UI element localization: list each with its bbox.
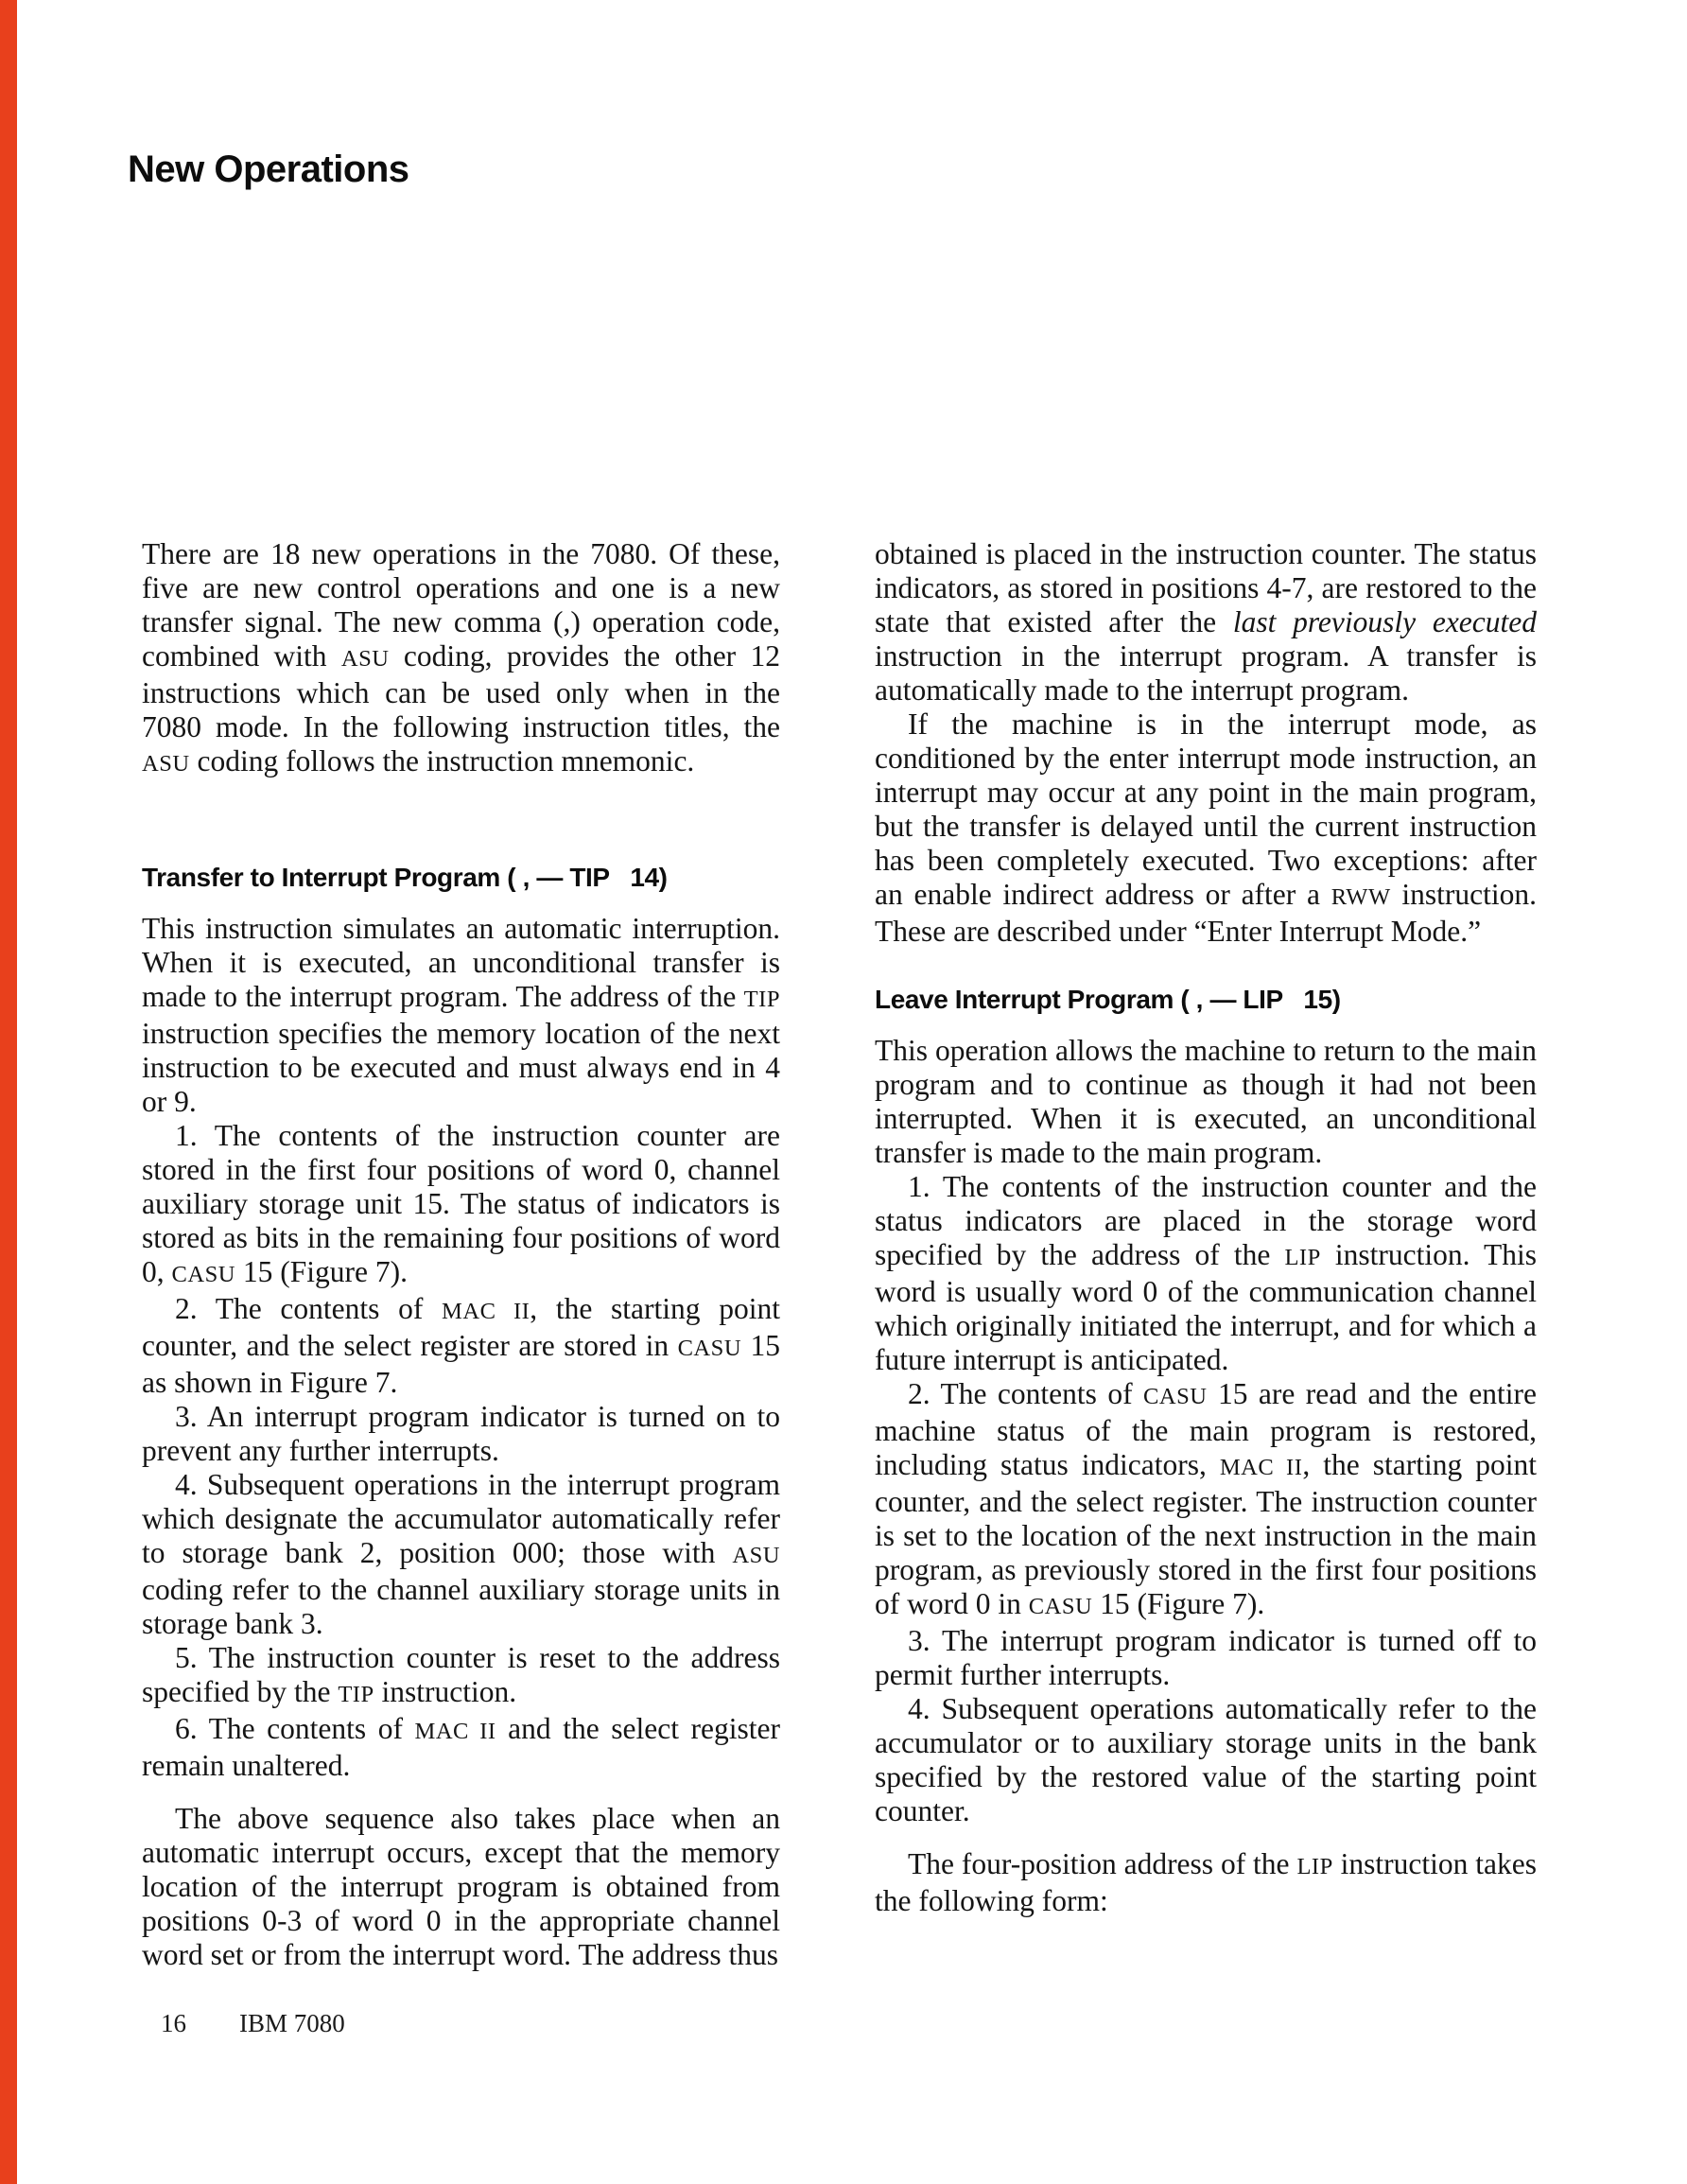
list-item: 2. The contents of MAC II, the starting point counter, and the select register are stored in CASU 15 as shown in Figure 7. — [142, 1292, 780, 1399]
paragraph-interrupt-mode: If the machine is in the interrupt mode, as conditioned by the enter interrupt mode instruction, an interrupt may occur at any point in the main program, but the transfer is delayed until the current instruction has been completely executed. Two exceptions: after an enable indirect address or after a RWW instruction. These are described under “Enter Interrupt Mode.” — [875, 708, 1537, 948]
left-column — [142, 537, 780, 1972]
section-heading-lip: Leave Interrupt Program ( , — LIP 15) — [875, 985, 1341, 1014]
list-item: 3. An interrupt program indicator is turned on to prevent any further interrupts. — [142, 1400, 780, 1467]
paragraph-intro: There are 18 new operations in the 7080. Of these, five are new control operations and one is a new transfer signal. The new comma (,) operation code, combined with ASU coding, provides the other 12 instructions which can be used only when in the 7080 mode. In the following instruction titles, the ASU coding follows the instruction mnemonic. — [142, 537, 781, 778]
manual-title: IBM 7080 — [239, 2009, 345, 2037]
list-item: 3. The interrupt program indicator is turned off to permit further interrupts. — [875, 1624, 1537, 1691]
section-heading-tip: Transfer to Interrupt Program ( , — TIP 14) — [142, 863, 668, 892]
page-footer — [161, 2009, 345, 2037]
right-column — [875, 537, 1537, 1972]
list-item: 1. The contents of the instruction counter are stored in the first four positions of word 0, channel auxiliary storage unit 15. The status of indicators is stored as bits in the remaining four positions of word 0, CASU 15 (Figure 7). — [142, 1119, 780, 1288]
paragraph-lip-closing: The four-position address of the LIP instruction takes the following form: — [875, 1847, 1537, 1917]
paragraph-tip-closing: The above sequence also takes place when an automatic interrupt occurs, except that the memory location of the interrupt program is obtained from positions 0-3 of word 0 in the appropriate channel word set or from the interrupt word. The address thus — [142, 1802, 780, 1971]
list-item: 5. The instruction counter is reset to the address specified by the TIP instruction. — [142, 1641, 780, 1708]
list-item: 4. Subsequent operations in the interrupt program which designate the accumulator automatically refer to storage bank 2, position 000; those with ASU coding refer to the channel auxiliary storage units in storage bank 3. — [142, 1468, 780, 1640]
list-item: 2. The contents of CASU 15 are read and the entire machine status of the main program is restored, including status indicators, MAC II, the starting point counter, and the select register. The instruction counter is set to the location of the next instruction in the main program, as previously stored in the first four positions of word 0 in CASU 15 (Figure 7). — [875, 1377, 1537, 1620]
paragraph-continuation: obtained is placed in the instruction counter. The status indicators, as stored in positions 4-7, are restored to the state that existed after the last previously executed instruction in the interrupt program. A transfer is automatically made to the interrupt program. — [875, 537, 1537, 707]
list-item: 4. Subsequent operations automatically refer to the accumulator or to auxiliary storage units in the bank specified by the restored value of the starting point counter. — [875, 1692, 1537, 1827]
page-number: 16 — [161, 2009, 186, 2037]
paragraph-lip-intro: This operation allows the machine to return to the main program and to continue as though it had not been interrupted. When it is executed, an unconditional transfer is made to the main program. — [875, 1034, 1537, 1169]
list-item: 1. The contents of the instruction counter and the status indicators are placed in the storage word specified by the address of the LIP instruction. This word is usually word 0 of the communication channel which originally initiated the interrupt, and for which a future interrupt is anticipated. — [875, 1170, 1537, 1376]
list-item: 6. The contents of MAC II and the select register remain unaltered. — [142, 1712, 780, 1782]
page-title: New Operations — [128, 149, 409, 190]
two-column-text — [142, 537, 1537, 1972]
left-margin-stripe — [0, 0, 17, 2184]
paragraph-tip-intro: This instruction simulates an automatic interruption. When it is executed, an unconditional transfer is made to the interrupt program. The address of the TIP instruction specifies the memory location of the next instruction to be executed and must always end in 4 or 9. — [142, 912, 780, 1118]
